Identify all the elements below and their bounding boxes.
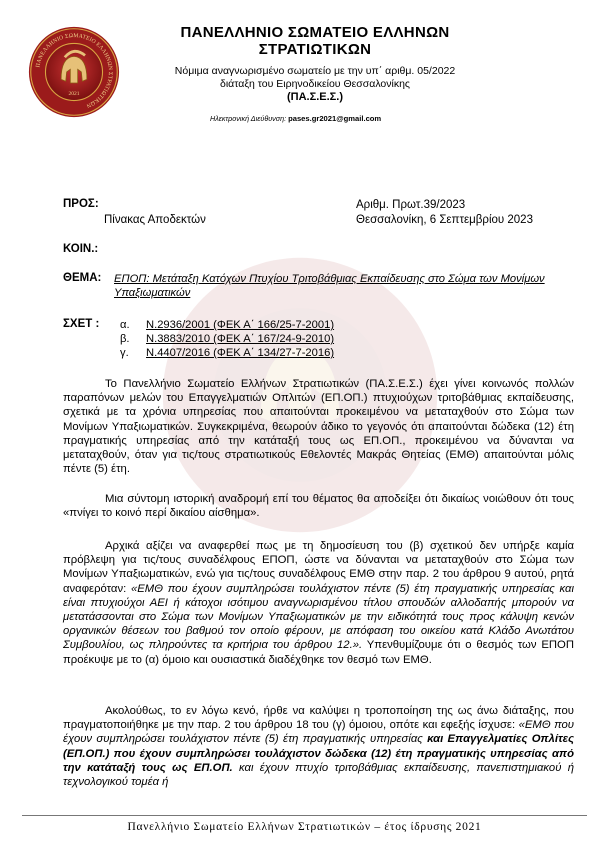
footer-divider <box>22 815 587 816</box>
protocol-number: Αριθμ. Πρωτ.39/2023 <box>356 199 466 211</box>
law-quote: «ΕΜΘ που έχουν συμπληρώσει τουλάχιστον πέντε (5) έτη πραγματικής υπηρεσίας και είναι πτυχιούχοι ΑΕΙ ή κάτοχοι ισότιμου αναγνωρισμένου τίτλου σπουδών αλλοδαπής μπορούν να μετατάσσονται στο Σώμα των Μονίμων Υπαξιωματικών με την ειδικότητά τους προς κάλυψη κενών οργανικών θέσεων του βαθμού τον οποίο φέρουν, με απόφαση του οικείου κατά Κλάδο Ανωτάτου Συμβουλίου, ως πληρούντες τα κριτήρια του άρθρου 12.». <box>63 582 574 652</box>
org-name-line2: ΣΤΡΑΤΙΩΤΙΚΩΝ <box>258 41 372 58</box>
reference-letter: α. <box>120 319 130 331</box>
email-label: Ηλεκτρονική Διεύθυνση: <box>210 114 287 123</box>
org-name-line1: ΠΑΝΕΛΛΗΝΙΟ ΣΩΜΑΤΕΙΟ ΕΛΛΗΝΩΝ <box>180 24 450 41</box>
court-note: διάταξη του Ειρηνοδικείου Θεσσαλονίκης <box>220 78 410 90</box>
reference-text: Ν.3883/2010 (ΦΕΚ Α΄ 167/24-9-2010) <box>146 333 335 345</box>
email-address[interactable]: pases.gr2021@gmail.com <box>288 114 382 123</box>
to-value: Πίνακας Αποδεκτών <box>104 214 206 226</box>
body-paragraph-1: Το Πανελλήνιο Σωματείο Ελλήνων Στρατιωτικών (ΠΑ.Σ.Ε.Σ.) έχει γίνει κοινωνός πολλών παραπόνων μελών του Επαγγελματιών Οπλιτών (ΕΠ.ΟΠ.) πτυχιούχων τριτοβάθμιας εκπαίδευσης, σχετικά με τα χρόνια υπηρεσίας που απαιτούνται προκειμένου να μεταταχθούν στο Σώμα των Μονίμων Υπαξιωματικών. Συγκεκριμένα, θεωρούν άδικο το γεγονός ότι απαιτούνται δώδεκα (12) έτη πραγματικής υπηρεσίας από την κατάταξή τους ως ΕΠ.ΟΠ., προκειμένου να δύνανται να μεταταχθούν, όταν για τις/τους στρατιωτικούς Εθελοντές Μακράς Θητείας (ΕΜΘ) απαιτούνται μόλις πέντε (5) έτη. <box>63 378 574 476</box>
cc-label: ΚΟΙΝ.: <box>63 243 99 255</box>
paragraph-text: Ακολούθως, το εν λόγω κενό, ήρθε να καλύψει η τροποποίηση της ως άνω διάταξης, που πραγματοποιήθηκε με την παρ. 2 του άρθρου 18 του (γ) όμοιου, οπότε και εφεξής ίσχυσε: <box>63 705 574 732</box>
paragraph-text: Αρχικά αξίζει να αναφερθεί πως με τη δημοσίευση του (β) σχετικού δεν υπήρξε καμία πρόβλεψη για τις/τους συναδέλφους ΕΠΟΠ, ώστε να δύνανται να μεταταχθούν στο Σώμα των Μονίμων Υπαξιωματικών, ενώ για τις/τους συναδέλφους ΕΜΘ στην παρ. 2 του άρθρου 9 αυτού, ρητά αναφερόταν: <box>63 540 574 595</box>
footer-text: Πανελλήνιο Σωματείο Ελλήνων Στρατιωτικών – έτος ίδρυσης 2021 <box>127 821 482 833</box>
body-paragraph-4 <box>63 704 574 789</box>
seal-ring-text: ΠΑΝΕΛΛΗΝΙΟ ΣΩΜΑΤΕΙΟ ΕΛΛΗΝΩΝ ΣΤΡΑΤΙΩΤΙΚΩΝ <box>35 32 113 109</box>
reference-item <box>120 346 334 360</box>
reference-letter: γ. <box>120 347 129 359</box>
org-abbreviation: (ΠΑ.Σ.Ε.Σ.) <box>287 91 343 103</box>
body-paragraph-3 <box>63 539 574 667</box>
email-line <box>210 114 510 123</box>
to-label: ΠΡΟΣ: <box>63 198 99 210</box>
references-label: ΣΧΕΤ : <box>63 318 100 330</box>
body-paragraph-2: Μια σύντομη ιστορική αναδρομή επί του θέματος θα αποδείξει ότι δικαίως νοιώθουν ότι τους «πνίγει το κοινό περί δικαίου αίσθημα». <box>63 493 574 520</box>
recognition-note: Νόμιμα αναγνωρισμένο σωματείο με την υπ΄ αριθμ. 05/2022 <box>174 65 456 77</box>
seal-year: 2021 <box>68 91 80 97</box>
reference-text: Ν.2936/2001 (ΦΕΚ Α΄ 166/25-7-2001) <box>146 319 335 331</box>
law-quote-emphasis: και Επαγγελματίες Οπλίτες (ΕΠ.ΟΠ.) που έχουν συμπληρώσει τουλάχιστον δώδεκα (12) έτη πραγματικής υπηρεσίας από την κατάταξή τους ως ΕΠ.ΟΠ. <box>63 733 574 774</box>
reference-text: Ν.4407/2016 (ΦΕΚ Α΄ 134/27-7-2016) <box>146 347 335 359</box>
subject-label: ΘΕΜΑ: <box>63 272 102 284</box>
reference-letter: β. <box>120 333 130 345</box>
subject-value: ΕΠΟΠ: Μετάταξη Κατόχων Πτυχίου Τριτοβάθμιας Εκπαίδευσης στο Σώμα των Μονίμων Υπαξιωματικών <box>114 273 545 299</box>
paragraph-text: Υπενθυμίζουμε ότι ο θεσμός των ΕΠΟΠ προέκυψε με το (α) όμοιο και ουσιαστικά διαδέχθηκε τον θεσμό των ΕΜΘ. <box>63 639 574 666</box>
association-seal-logo <box>28 26 120 118</box>
reference-item <box>120 318 334 332</box>
law-quote: και έχουν πτυχίο τριτοβάθμιας εκπαίδευσης, πανεπιστημιακού ή τεχνολογικού τομέα ή <box>63 761 574 789</box>
law-quote: «ΕΜΘ που έχουν συμπληρώσει τουλάχιστον πέντε (5) έτη πραγματικής υπηρεσίας <box>63 719 574 746</box>
place-date: Θεσσαλονίκη, 6 Σεπτεμβρίου 2023 <box>356 214 533 226</box>
reference-item <box>120 332 334 346</box>
